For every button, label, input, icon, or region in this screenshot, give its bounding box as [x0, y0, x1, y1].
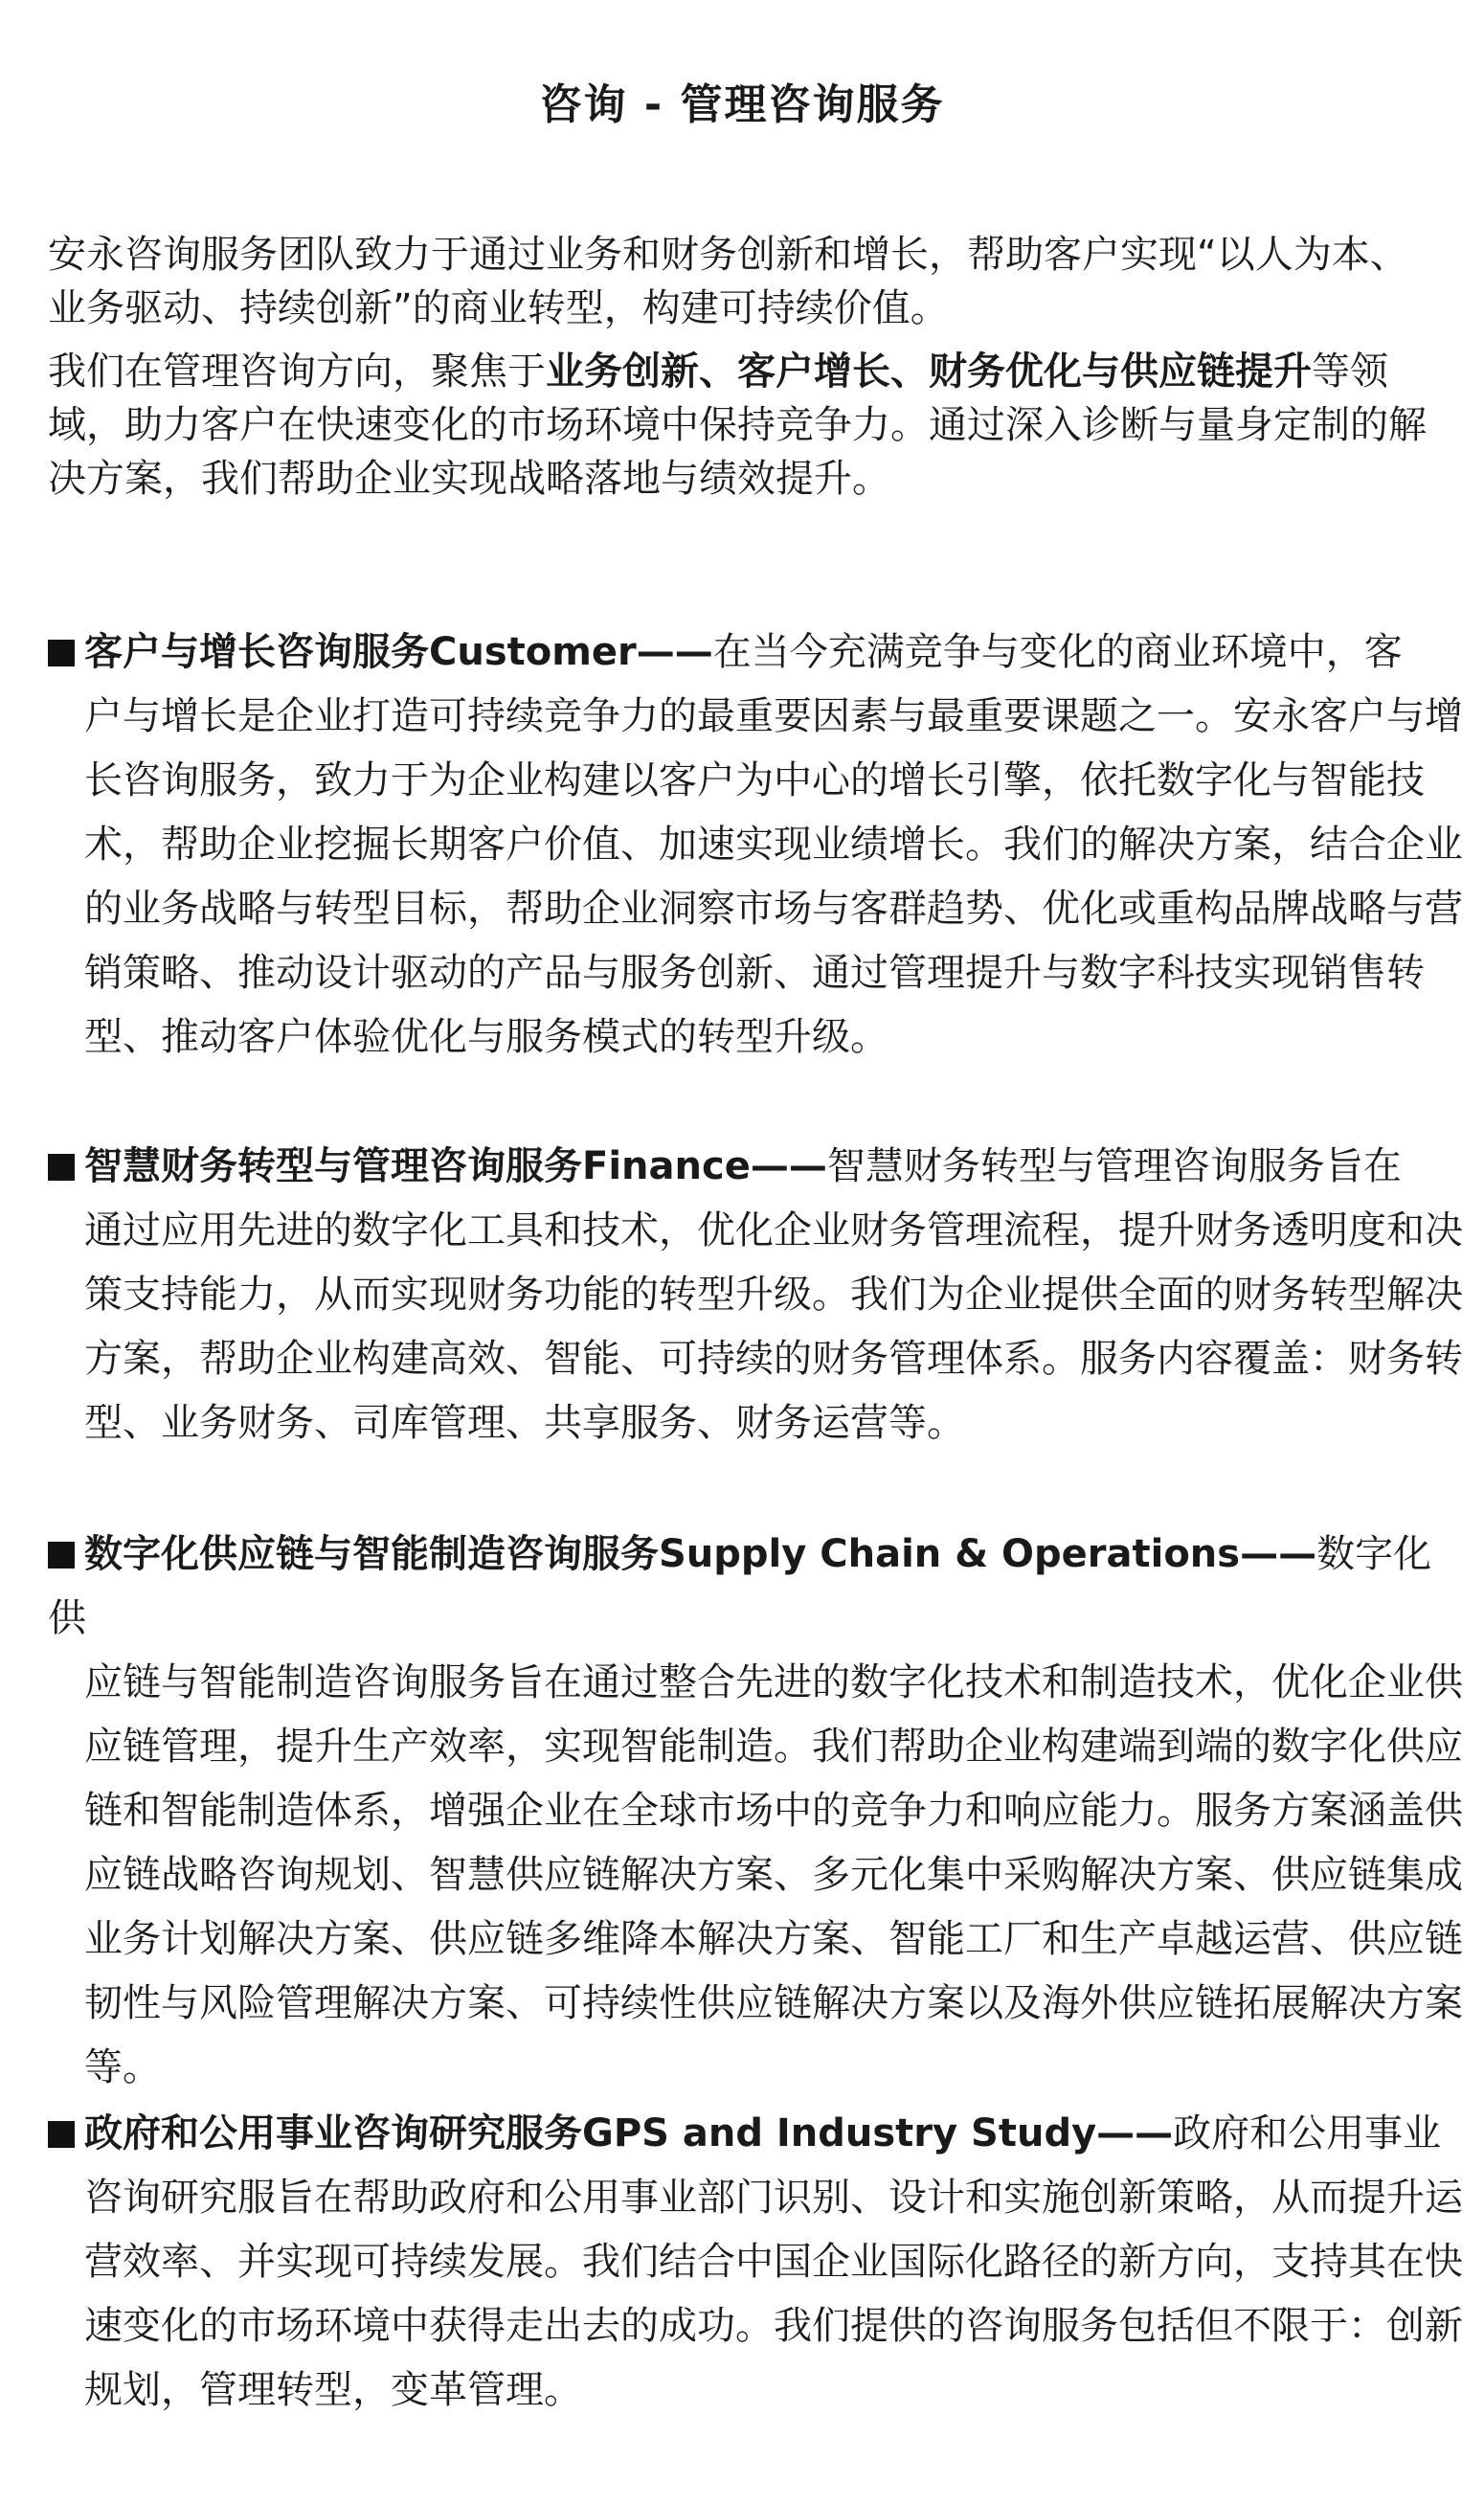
- section-lead-text: 数字化供: [48, 1532, 1432, 1640]
- square-bullet-icon: [48, 640, 75, 666]
- section-gps: [48, 2102, 1465, 2423]
- square-bullet-icon: [48, 1542, 75, 1568]
- section-heading: 客户与增长咨询服务Customer——: [84, 630, 713, 674]
- intro-paragraph-1: 安永咨询服务团队致力于通过业务和财务创新和增长，帮助客户实现“以人为本、业务驱动、持续创新”的商业转型，构建可持续价值。: [48, 233, 1408, 330]
- section-supply-chain: [48, 1523, 1465, 2100]
- page-title: 咨询 - 管理咨询服务: [539, 80, 945, 129]
- intro-p2-emphasis: 业务创新、客户增长、财务优化与供应链提升: [546, 350, 1312, 394]
- section-lead-text: 在当今充满竞争与变化的商业环境中，客: [712, 630, 1403, 674]
- section-heading: 智慧财务转型与管理咨询服务Finance——: [84, 1144, 827, 1188]
- square-bullet-icon: [48, 1154, 75, 1181]
- section-lead-text: 智慧财务转型与管理咨询服务旨在: [826, 1144, 1402, 1188]
- section-customer: [48, 621, 1465, 1070]
- square-bullet-icon: [48, 2121, 75, 2148]
- intro-p2-rest: 等领域，助力客户在快速变化的市场环境中保持竞争力。通过深入诊断与量身定制的解决方案，我们帮助企业实现战略落地与绩效提升。: [48, 350, 1427, 501]
- section-finance: [48, 1135, 1465, 1456]
- section-body: 通过应用先进的数字化工具和技术，优化企业财务管理流程，提升财务透明度和决策支持能力，从而实现财务功能的转型升级。我们为企业提供全面的财务转型解决方案，帮助企业构建高效、智能、可持续的财务管理体系。服务内容覆盖：财务转型、业务财务、司库管理、共享服务、财务运营等。: [84, 1208, 1463, 1445]
- section-body: 咨询研究服旨在帮助政府和公用事业部门识别、设计和实施创新策略，从而提升运营效率、并实现可持续发展。我们结合中国企业国际化路径的新方向，支持其在快速变化的市场环境中获得走出去的成功。我们提供的咨询服务包括但不限于：创新规划，管理转型，变革管理。: [84, 2176, 1463, 2412]
- section-body: 应链与智能制造咨询服务旨在通过整合先进的数字化技术和制造技术，优化企业供应链管理，提升生产效率，实现智能制造。我们帮助企业构建端到端的数字化供应链和智能制造体系，增强企业在全球市场中的竞争力和响应能力。服务方案涵盖供应链战略咨询规划、智慧供应链解决方案、多元化集中采购解决方案、供应链集成业务计划解决方案、供应链多维降本解决方案、智能工厂和生产卓越运营、供应链韧性与风险管理解决方案、可持续性供应链解决方案以及海外供应链拓展解决方案等。: [84, 1660, 1463, 2089]
- section-heading: 政府和公用事业咨询研究服务GPS and Industry Study——: [84, 2111, 1174, 2155]
- intro-p2-lead: 我们在管理咨询方向，聚焦于: [48, 350, 546, 394]
- section-body: 户与增长是企业打造可持续竞争力的最重要因素与最重要课题之一。安永客户与增长咨询服务，致力于为企业构建以客户为中心的增长引擎，依托数字化与智能技术，帮助企业挖掘长期客户价值、加速实现业绩增长。我们的解决方案，结合企业的业务战略与转型目标，帮助企业洞察市场与客群趋势、优化或重构品牌战略与营销策略、推动设计驱动的产品与服务创新、通过管理提升与数字科技实现销售转型、推动客户体验优化与服务模式的转型升级。: [84, 694, 1463, 1059]
- section-lead-text: 政府和公用事业: [1173, 2111, 1442, 2155]
- intro-paragraph-2: [48, 345, 1427, 506]
- section-heading: 数字化供应链与智能制造咨询服务Supply Chain & Operations——: [84, 1532, 1317, 1576]
- intro-block: [48, 228, 1427, 506]
